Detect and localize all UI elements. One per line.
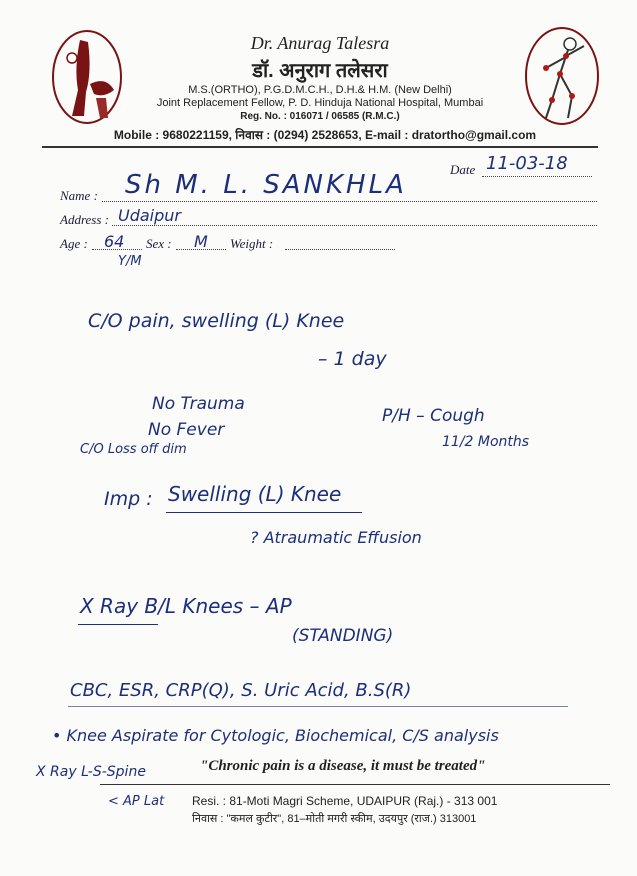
past-history-duration: 11/2 Months xyxy=(442,434,530,450)
age-value: 64 xyxy=(104,232,125,251)
footer-address-english: Resi. : 81-Moti Magri Scheme, UDAIPUR (Raj.) - 313 001 xyxy=(192,794,498,808)
contact-line: Mobile : 9680221159, निवास : (0294) 2528653, E-mail : dratortho@gmail.com xyxy=(113,128,537,142)
weight-label: Weight : xyxy=(230,236,274,251)
address-line xyxy=(112,225,597,226)
xray-underline xyxy=(78,624,158,625)
name-label: Name : xyxy=(60,188,98,203)
lab-tests: CBC, ESR, CRP(Q), S. Uric Acid, B.S(R) xyxy=(70,680,412,701)
sex-label: Sex : xyxy=(146,236,172,251)
date-label: Date xyxy=(450,162,476,177)
patient-name: Sh M. L. SANKHLA xyxy=(125,170,407,200)
knee-joint-logo-icon xyxy=(50,28,124,126)
age-sex-note: Y/M xyxy=(118,254,142,269)
weight-line xyxy=(285,249,395,250)
name-line xyxy=(102,201,597,202)
header-divider xyxy=(42,146,598,148)
footer-divider xyxy=(100,784,610,785)
xray-spine: X Ray L-S-Spine xyxy=(36,764,146,780)
reg-number: Reg. No. : 016071 / 06585 (R.M.C.) xyxy=(240,111,400,122)
address-label: Address : xyxy=(60,212,109,227)
knee-aspirate: • Knee Aspirate for Cytologic, Biochemical, C/S analysis xyxy=(52,726,499,745)
qualifications: M.S.(ORTHO), P.G.D.M.C.H., D.H.& H.M. (New Delhi) xyxy=(188,84,452,96)
xray-knees: X Ray B/L Knees – AP xyxy=(80,594,292,618)
past-history: P/H – Cough xyxy=(382,406,485,426)
impression-underline xyxy=(166,512,362,513)
slogan: "Chronic pain is a disease, it must be treated" xyxy=(200,758,486,774)
address-value: Udaipur xyxy=(118,206,181,225)
date-value: 11-03-18 xyxy=(486,153,568,174)
human-skeleton-logo-icon xyxy=(522,24,602,128)
complaint-line: C/O pain, swelling (L) Knee xyxy=(88,310,345,332)
footer-address-hindi: निवास : "कमल कुटीर", 81–मोती मगरी स्कीम, उदयपुर (राज.) 313001 xyxy=(192,813,477,825)
no-fever: No Fever xyxy=(148,420,225,440)
no-trauma: No Trauma xyxy=(152,394,245,414)
doctor-name-hindi: डॉ. अनुराग तलेसरा xyxy=(252,60,388,82)
labs-underline xyxy=(68,706,568,707)
xray-knees-sub: (STANDING) xyxy=(292,626,394,646)
complaint-duration: – 1 day xyxy=(318,348,387,370)
complaint-loss: C/O Loss off dim xyxy=(80,442,187,457)
doctor-name-english: Dr. Anurag Talesra xyxy=(250,33,390,53)
fellowship: Joint Replacement Fellow, P. D. Hinduja National Hospital, Mumbai xyxy=(156,97,484,109)
xray-spine-sub: < AP Lat xyxy=(108,794,165,809)
age-label: Age : xyxy=(60,236,88,251)
date-line xyxy=(482,176,592,177)
impression-label: Imp : xyxy=(104,488,153,510)
impression-sub: ? Atraumatic Effusion xyxy=(250,528,422,547)
sex-value: M xyxy=(194,232,208,251)
impression-value: Swelling (L) Knee xyxy=(168,482,342,506)
